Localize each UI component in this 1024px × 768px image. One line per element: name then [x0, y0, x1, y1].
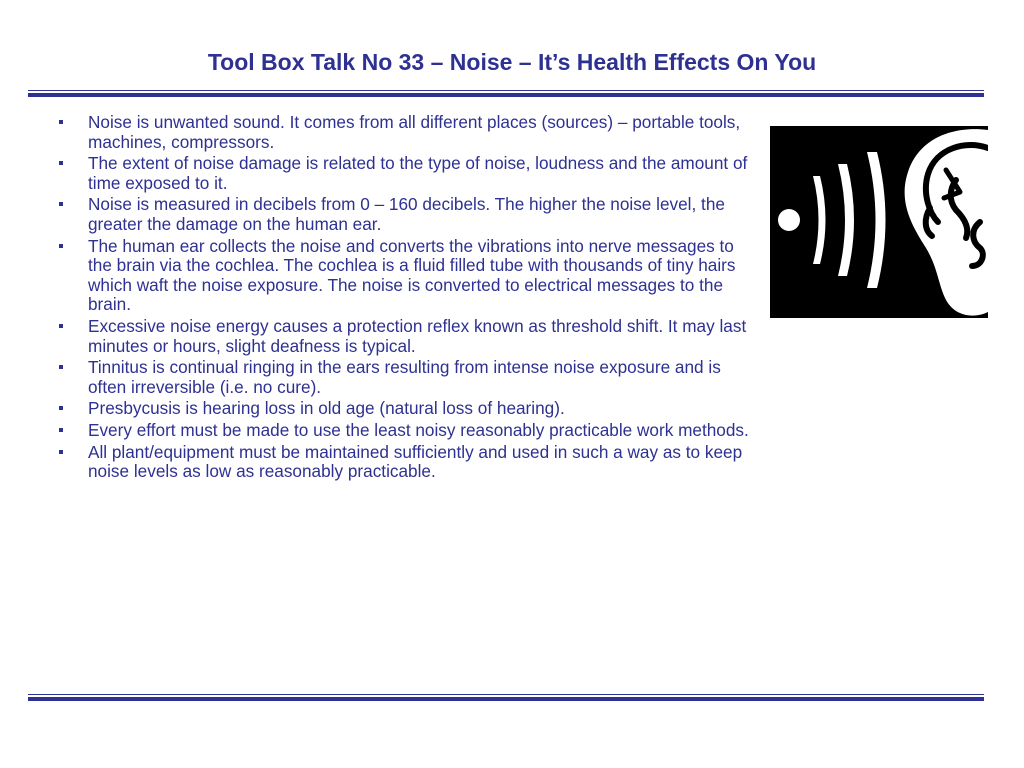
bullet-text: Excessive noise energy causes a protection reflex known as threshold shift. It may last minutes or hours, slight deafness is typical. [88, 315, 747, 356]
bottom-divider-thin-line [28, 694, 984, 695]
bullet-item [56, 317, 756, 356]
bullet-marker-icon [59, 120, 63, 124]
top-divider-thick-line [28, 93, 984, 97]
bullet-text: The human ear collects the noise and converts the vibrations into nerve messages to the brain via the cochlea. The cochlea is a fluid filled tube with thousands of tiny hairs which waft the noise exposure. The noise is converted to electrical messages to the brain. [88, 235, 736, 315]
bullet-item [56, 421, 756, 441]
bullet-item [56, 399, 756, 419]
top-divider [28, 90, 984, 97]
bullet-marker-icon [59, 161, 63, 165]
bullet-marker-icon [59, 202, 63, 206]
bullet-item [56, 113, 756, 152]
bullet-item [56, 154, 756, 193]
bullet-text: Noise is measured in decibels from 0 – 160 decibels. The higher the noise level, the greater the damage on the human ear. [88, 194, 725, 234]
bullet-list [56, 113, 756, 484]
bullet-item [56, 443, 756, 482]
bullet-text: Tinnitus is continual ringing in the ears resulting from intense noise exposure and is often irreversible (i.e. no cure). [88, 357, 721, 397]
bottom-divider-thick-line [28, 697, 984, 701]
bullet-marker-icon [59, 428, 63, 432]
top-divider-thin-line [28, 90, 984, 91]
bullet-text: Presbycusis is hearing loss in old age (natural loss of hearing). [88, 398, 565, 419]
bullet-marker-icon [59, 406, 63, 410]
bullet-text: The extent of noise damage is related to the type of noise, loudness and the amount of time exposed to it. [88, 153, 748, 193]
bottom-divider [28, 694, 984, 701]
slide-title: Tool Box Talk No 33 – Noise – It’s Health Effects On You [207, 49, 817, 75]
bullet-marker-icon [59, 244, 63, 248]
bullet-item [56, 237, 756, 315]
bullet-item [56, 195, 756, 234]
bullet-marker-icon [59, 450, 63, 454]
bullet-item [56, 358, 756, 397]
bullet-text: All plant/equipment must be maintained sufficiently and used in such a way as to keep noise levels as low as reasonably practicable. [88, 441, 743, 482]
bullet-marker-icon [59, 324, 63, 328]
ear-sound-waves-icon [770, 126, 988, 318]
bullet-text: Noise is unwanted sound. It comes from all different places (sources) – portable tools, machines, compressors. [88, 112, 741, 152]
bullet-marker-icon [59, 365, 63, 369]
bullet-text: Every effort must be made to use the least noisy reasonably practicable work methods. [88, 419, 749, 440]
